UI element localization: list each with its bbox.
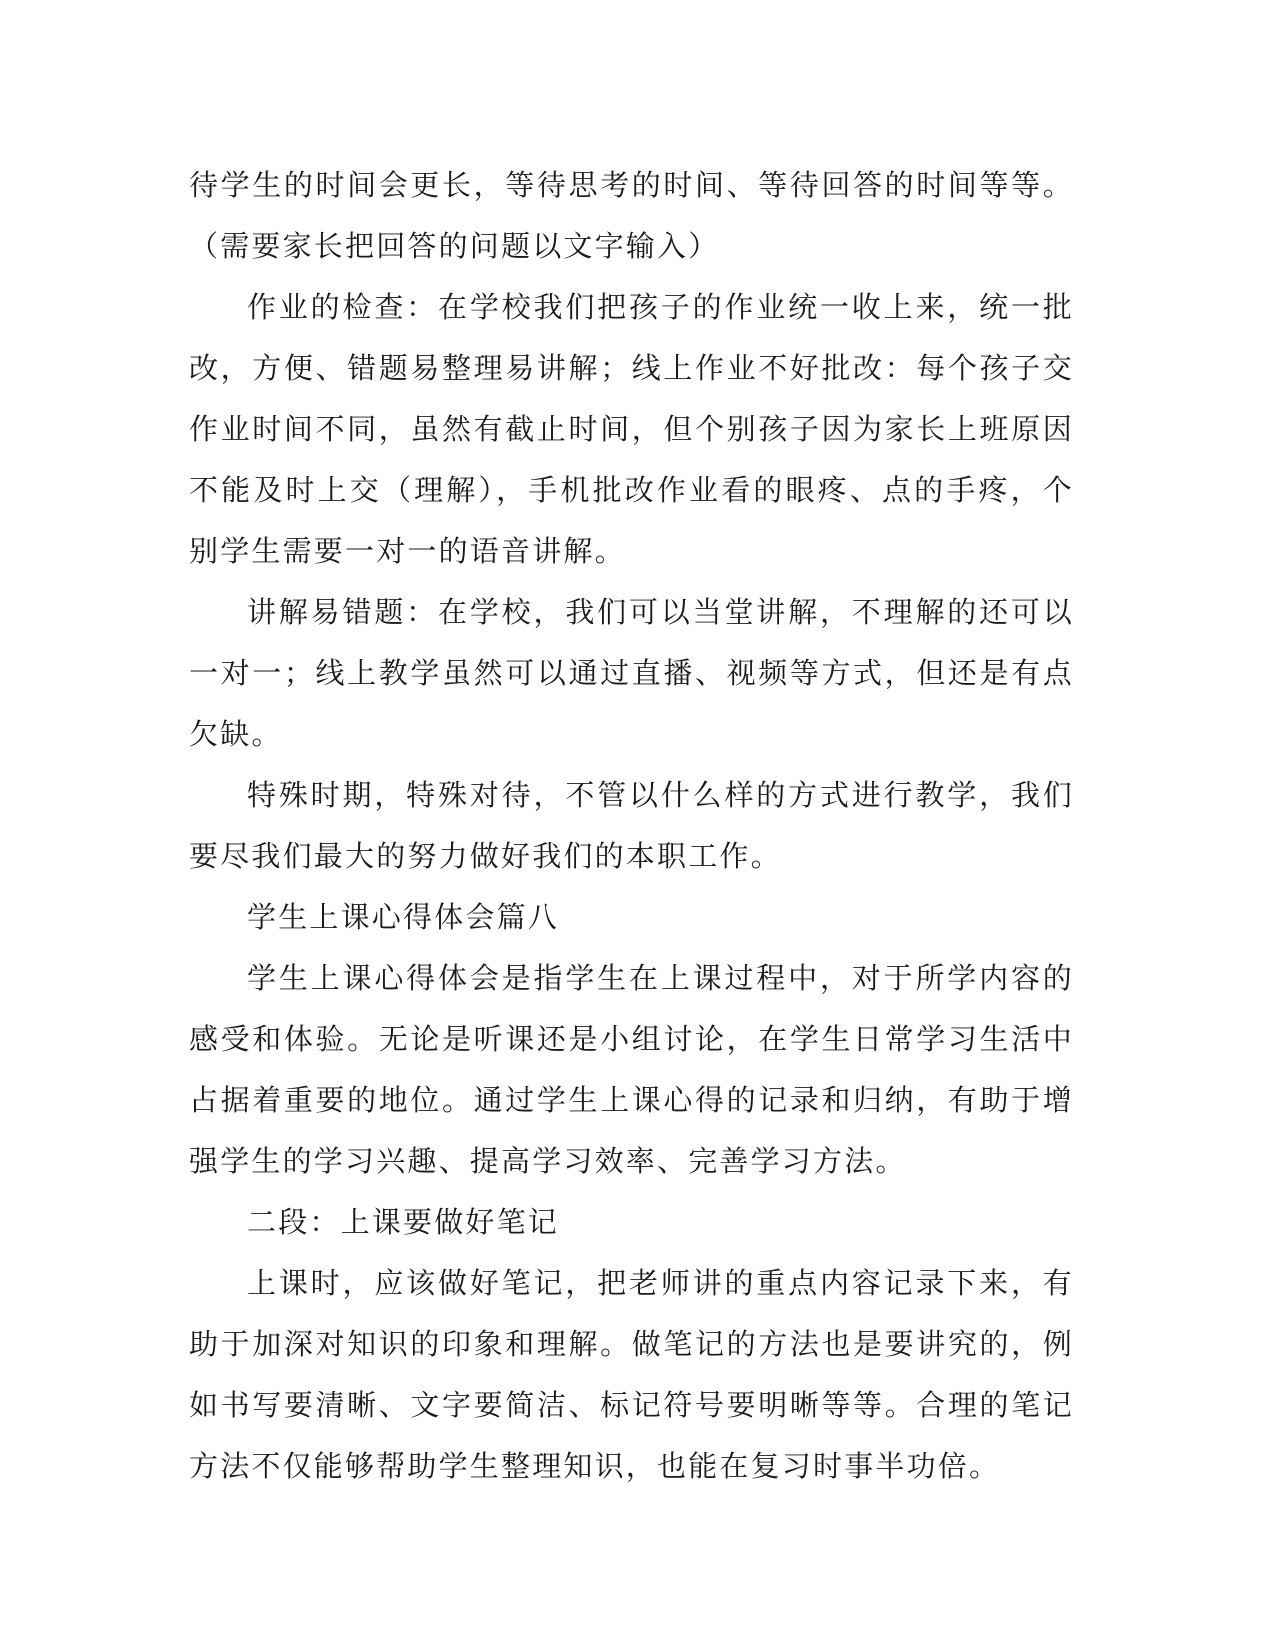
paragraph-take-notes: 上课时，应该做好笔记，把老师讲的重点内容记录下来，有助于加深对知识的印象和理解。做笔记的方法也是要讲究的，例如书写要清晰、文字要简洁、标记符号要明晰等等。合理的笔记方法不仅能够帮助学生整理知识，也能在复习时事半功倍。 xyxy=(189,1266,1074,1483)
paragraph-continuation: 待学生的时间会更长，等待思考的时间、等待回答的时间等等。（需要家长把回答的问题以文字输入） xyxy=(189,168,1074,263)
paragraph-special-period: 特殊时期，特殊对待，不管以什么样的方式进行教学，我们要尽我们最大的努力做好我们的本职工作。 xyxy=(189,778,1074,873)
document-body xyxy=(189,155,1074,1497)
subheading-take-notes: 二段：上课要做好笔记 xyxy=(247,1205,560,1239)
paragraph-homework-check: 作业的检查：在学校我们把孩子的作业统一收上来，统一批改，方便、错题易整理易讲解；线上作业不好批改：每个孩子交作业时间不同，虽然有截止时间，但个别孩子因为家长上班原因不能及时上交（理解），手机批改作业看的眼疼、点的手疼，个别学生需要一对一的语音讲解。 xyxy=(189,290,1074,568)
section-heading-part-eight: 学生上课心得体会篇八 xyxy=(247,900,560,934)
paragraph-intro: 学生上课心得体会是指学生在上课过程中，对于所学内容的感受和体验。无论是听课还是小组讨论，在学生日常学习生活中占据着重要的地位。通过学生上课心得的记录和归纳，有助于增强学生的学习兴趣、提高学习效率、完善学习方法。 xyxy=(189,961,1074,1178)
paragraph-error-explanation: 讲解易错题：在学校，我们可以当堂讲解，不理解的还可以一对一；线上教学虽然可以通过直播、视频等方式，但还是有点欠缺。 xyxy=(189,595,1074,751)
